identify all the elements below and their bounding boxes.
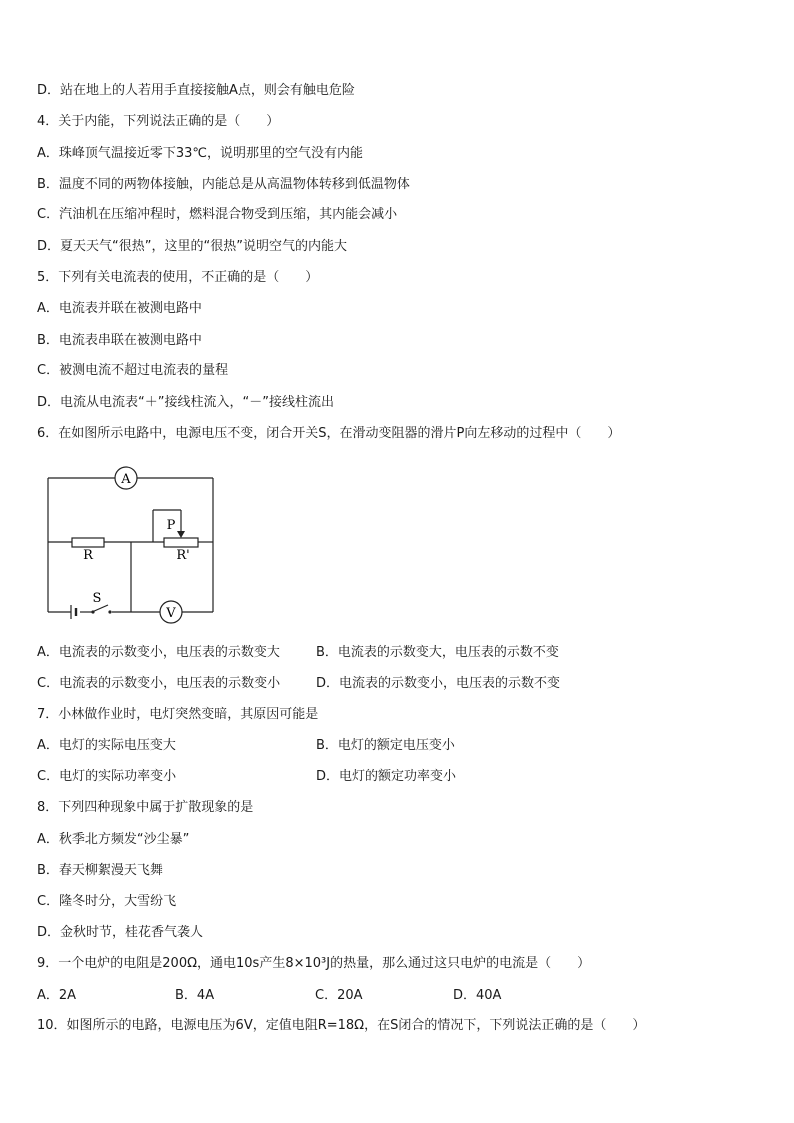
q8-option-a: A．秋季北方频发“沙尘暴”	[37, 832, 190, 847]
q9-option-d: D．40A	[453, 988, 502, 1003]
q6-option-b: B．电流表的示数变大，电压表的示数不变	[316, 645, 559, 660]
q6-circuit-diagram	[40, 462, 225, 627]
slider-label: P	[166, 518, 176, 533]
q9-stem: 9．一个电炉的电阻是200Ω，通电10s产生8×10³J的热量，那么通过这只电炉的电流是（ ）	[37, 956, 591, 971]
q4-stem: 4．关于内能，下列说法正确的是（ ）	[37, 114, 280, 129]
q8-option-c: C．隆冬时分，大雪纷飞	[37, 894, 177, 909]
q9-option-b: B．4A	[175, 988, 215, 1003]
q7-stem: 7．小林做作业时，电灯突然变暗，其原因可能是	[37, 707, 319, 722]
q6-option-a: A．电流表的示数变小，电压表的示数变大	[37, 645, 280, 660]
q7-option-b: B．电灯的额定电压变小	[316, 738, 455, 753]
q4-option-c: C．汽油机在压缩冲程时，燃料混合物受到压缩，其内能会减小	[37, 207, 398, 222]
q5-option-c: C．被测电流不超过电流表的量程	[37, 363, 229, 378]
q10-stem: 10．如图所示的电路，电源电压为6V，定值电阻R=18Ω，在S闭合的情况下，下列说法正确的是（ ）	[37, 1018, 646, 1033]
q7-option-d: D．电灯的额定功率变小	[316, 769, 457, 784]
q8-stem: 8．下列四种现象中属于扩散现象的是	[37, 800, 254, 815]
q5-stem: 5．下列有关电流表的使用，不正确的是（ ）	[37, 270, 319, 285]
q8-option-d: D．金秋时节，桂花香气袭人	[37, 925, 204, 940]
q7-option-a: A．电灯的实际电压变大	[37, 738, 176, 753]
q6-option-c: C．电流表的示数变小，电压表的示数变小	[37, 676, 281, 691]
q5-option-b: B．电流表串联在被测电路中	[37, 333, 202, 348]
q3-option-d: D．站在地上的人若用手直接接触A点，则会有触电危险	[37, 83, 355, 98]
q5-option-a: A．电流表并联在被测电路中	[37, 301, 202, 316]
ammeter-label: A	[121, 472, 131, 487]
q5-option-d: D．电流从电流表“＋”接线柱流入，“－”接线柱流出	[37, 395, 334, 410]
q4-option-d: D．夏天天气“很热”，这里的“很热”说明空气的内能大	[37, 239, 347, 254]
q7-option-c: C．电灯的实际功率变小	[37, 769, 177, 784]
q6-stem: 6．在如图所示电路中，电源电压不变，闭合开关S，在滑动变阻器的滑片P向左移动的过程中（ ）	[37, 426, 621, 441]
rheostat-label: R'	[176, 548, 190, 563]
resistor-label: R	[83, 548, 93, 563]
voltmeter-label: V	[166, 606, 176, 621]
q4-option-a: A．珠峰顶气温接近零下33℃，说明那里的空气没有内能	[37, 146, 364, 161]
q4-option-b: B．温度不同的两物体接触，内能总是从高温物体转移到低温物体	[37, 177, 410, 192]
q9-option-c: C．20A	[315, 988, 363, 1003]
q9-option-a: A．2A	[37, 988, 77, 1003]
switch-label: S	[92, 591, 102, 606]
q6-option-d: D．电流表的示数变小，电压表的示数不变	[316, 676, 561, 691]
q8-option-b: B．春天柳絮漫天飞舞	[37, 863, 163, 878]
